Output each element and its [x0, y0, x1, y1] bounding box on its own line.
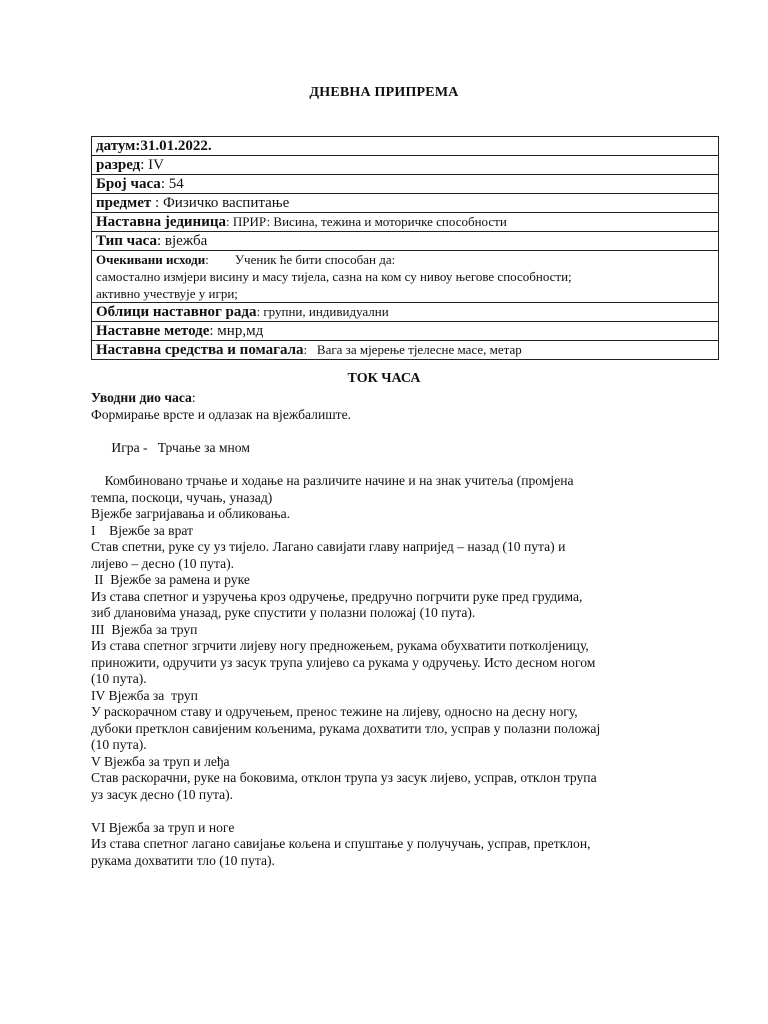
body-line: рукама дохватити тло (10 пута).	[91, 852, 275, 868]
body-line	[91, 457, 691, 474]
info-row-lesson-number	[92, 175, 719, 194]
body-line: VI Вјежба за труп и ноге	[91, 819, 235, 835]
body-line: лијево – десно (10 пута).	[91, 555, 235, 571]
body-line: Формирање врсте и одлазак на вјежбалиште.	[91, 407, 352, 422]
info-row-grade	[92, 156, 719, 175]
page-title: ДНЕВНА ПРИПРЕМА	[309, 85, 459, 100]
body-line: Комбиновано трчање и ходање на различите начине и на знак учитеља (промјена	[91, 473, 574, 488]
body-line: Из става спетног и узручења кроз одручење, предручно погрчити руке пред грудима,	[91, 588, 583, 604]
outcomes-line-2: активно учествује у игри;	[96, 286, 238, 301]
forms-value: : групни, индивидуални	[256, 304, 389, 319]
unit-label: Наставна јединица	[96, 214, 226, 230]
lesson-number-value: : 54	[160, 176, 184, 192]
type-label: Тип часа	[96, 233, 157, 249]
body-line: Из става спетног лагано савијање кољена и спуштање у получучањ, усправ, претклон,	[91, 836, 591, 851]
outcomes-label: Очекивани исходи	[96, 252, 206, 267]
body-line: II Вјежбе за рамена и руке	[91, 572, 250, 587]
info-row-forms	[92, 303, 719, 322]
grade-label: разред	[96, 157, 141, 173]
info-row-date	[92, 137, 719, 156]
info-row-outcomes	[92, 251, 719, 303]
grade-value: : IV	[140, 157, 165, 173]
info-row-type	[92, 232, 719, 251]
body-line: У раскорачном ставу и одручењем, пренос тежине на лијеву, односно на десну ногу,	[91, 704, 578, 719]
intro-heading: Уводни дио часа	[91, 390, 192, 405]
outcomes-line-1: самостално измјери висину и масу тијела, сазна на ком су нивоу његове способности;	[96, 269, 572, 284]
subject-label: предмет	[96, 195, 152, 211]
body-line: Вјежбе загријавања и обликовања.	[91, 506, 291, 521]
lesson-info-table	[91, 136, 719, 360]
body-line	[91, 803, 691, 820]
body-line: зиб дланови̇ма уназад, руке спустити у полазни положај (10 пута).	[91, 605, 476, 620]
methods-value: : мнр,мд	[209, 323, 264, 339]
body-line: Став спетни, руке су уз тијело. Лагано савијати главу напријед – назад (10 пута) и	[91, 539, 566, 554]
methods-label: Наставне методе	[96, 323, 210, 339]
body-line: Став раскорачни, руке на боковима, отклон трупа уз засук лијево, усправ, отклон трупа	[91, 770, 597, 785]
body-line: Из става спетног згрчити лијеву ногу предножењем, рукама обухватити потколјеницу,	[91, 638, 589, 653]
aids-label: Наставна средства и помагала	[96, 342, 304, 358]
lesson-flow-title: ТОК ЧАСА	[347, 371, 421, 386]
outcomes-intro: : Ученик ће бити способан да:	[205, 252, 396, 267]
body-line: III Вјежба за труп	[91, 621, 198, 637]
subject-value: : Физичко васпитање	[151, 195, 290, 211]
intro-heading-line	[91, 390, 691, 407]
body-line: V Вјежба за труп и леђа	[91, 753, 230, 769]
body-line: (10 пута).	[91, 737, 147, 752]
info-row-unit	[92, 213, 719, 232]
aids-value: : Вага за мјерење тјелесне масе, метар	[303, 342, 522, 357]
body-line	[91, 424, 691, 441]
forms-label: Облици наставног рада	[96, 304, 257, 320]
body-line: (10 пута).	[91, 671, 147, 686]
info-row-aids	[92, 341, 719, 360]
date-label: датум:31.01.2022.	[96, 138, 212, 154]
lesson-number-label: Број часа	[96, 176, 161, 192]
body-line: уз засук десно (10 пута).	[91, 786, 234, 802]
body-line: темпа, поскоци, чучањ, уназад)	[91, 489, 273, 505]
unit-value: : ПРИР: Висина, тежина и моторичке способности	[225, 214, 507, 229]
body-line: дубоки претклон савијеним кољенима, рукама дохватити тло, усправ у полазни положај	[91, 720, 601, 736]
lesson-flow-body	[91, 407, 691, 869]
body-line: IV Вјежба за труп	[91, 687, 198, 703]
type-value: : вјежба	[156, 233, 208, 249]
info-row-methods	[92, 322, 719, 341]
body-line: приножити, одручити уз засук трупа улијево са рукама у одручењу. Исто десном ногом	[91, 654, 596, 670]
body-line: I Вјежбе за врат	[91, 522, 194, 538]
info-row-subject	[92, 194, 719, 213]
body-line: Игра - Трчање за мном	[91, 440, 250, 455]
intro-heading-colon: :	[191, 390, 196, 405]
